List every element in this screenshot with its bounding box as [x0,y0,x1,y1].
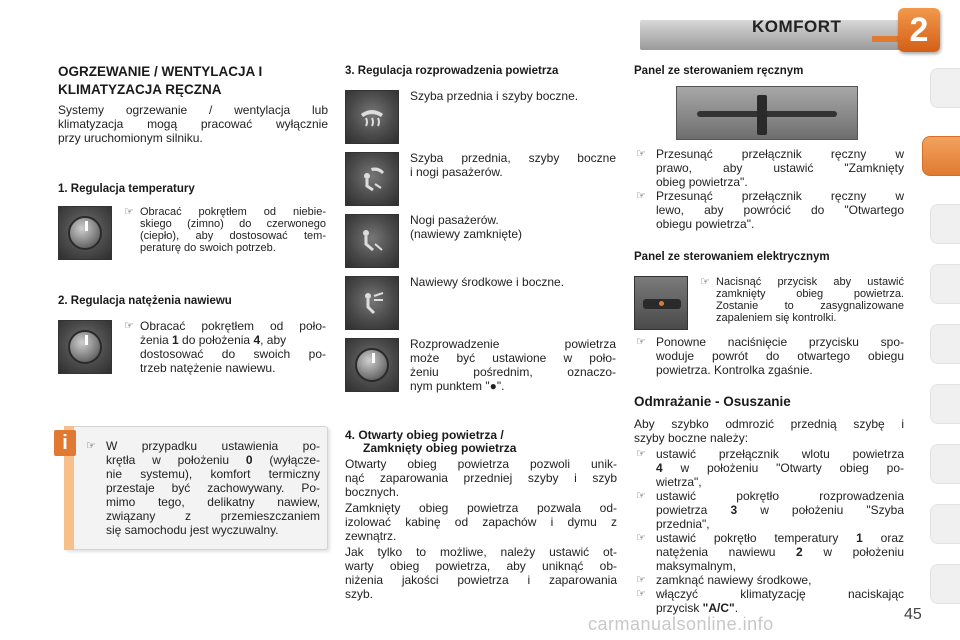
elec-b2-line2: woduje powrót do otwartego obiegu [656,349,904,363]
elec-b1-line3: Zostanie to zasygnalizowane [716,300,904,312]
chapter-tab-7[interactable] [930,444,960,484]
info-line1: W przypadku ustawienia po- [106,439,320,453]
step1-line2: 4 w położeniu "Otwarty obieg po- [656,461,904,475]
distribution-knob-icon [345,338,399,392]
hand-bullet-icon: ☞ [700,276,710,288]
windscreen-feet-icon [345,152,399,206]
elec-b1-line4: zapaleniem się kontrolki. [716,312,837,324]
intro-line2: klimatyzacja mogą pracować wyłącznie [58,117,328,131]
info-line4: przestaje być zachowywany. Po- [106,481,320,495]
manual-b2-line3: obiegu powietrza". [656,217,755,231]
info-line7: się samochodu jest wyczuwalny. [106,523,279,537]
hand-bullet-icon: ☞ [636,336,646,348]
recirculation-slider-icon [676,86,858,140]
mix-line4: nym punktem "●". [410,379,505,393]
dist-2-line1: Szyba przednia, szyby boczne [410,151,616,165]
sec1-title: 1. Regulacja temperatury [58,183,195,195]
sec4-p1-line2: nąć zaparowania przedniej szyby i szyb [345,471,617,485]
dist-3-line1: Nogi pasażerów. [410,213,499,227]
sec3-title: 3. Regulacja rozprowadzenia powietrza [345,65,559,77]
main-heading-line1: OGRZEWANIE / WENTYLACJA I [58,64,263,79]
main-heading-line2: KLIMATYZACJA RĘCZNA [58,82,222,97]
sec4-p2-line3: zewnątrz. [345,529,397,543]
hand-bullet-icon: ☞ [636,574,646,586]
defrost-intro-line1: Aby szybko odmrozić przednią szybę i [634,417,904,431]
recirculation-button-icon [634,276,688,330]
section-title: KOMFORT [752,17,842,36]
step2-line2: powietrza 3 w położeniu "Szyba [656,503,904,517]
chapter-tab-5[interactable] [930,324,960,364]
step2-line1: ustawić pokrętło rozprowadzenia [656,489,904,503]
sec4-p3-line4: szyb. [345,587,374,601]
defrost-intro-line2: szyby boczne należy: [634,431,749,445]
dist-3-line2: (nawiewy zamknięte) [410,227,523,241]
manual-b1-line3: obieg powietrza". [656,175,748,189]
page-number: 45 [904,606,922,623]
chapter-tab-4[interactable] [930,264,960,304]
blower-knob-icon [58,320,112,374]
mix-line1: Rozprowadzenie powietrza [410,337,616,351]
chapter-tab-1[interactable] [930,68,960,108]
info-line3: nie systemu), komfort termiczny [106,467,320,481]
sec2-line1: Obracać pokrętłem od poło- [140,319,326,333]
step1-line1: ustawić przełącznik wlotu powietrza [656,447,904,461]
intro-line3: przy uruchomionym silniku. [58,131,203,145]
step3-line1: ustawić pokrętło temperatury 1 oraz [656,531,904,545]
chapter-tab-8[interactable] [930,504,960,544]
sec4-title-line1: 4. Otwarty obieg powietrza / [345,428,504,442]
manual-b1-line2: prawo, aby ustawić "Zamknięty [656,161,904,175]
elec-b2-line1: Ponowne naciśnięcie przycisku spo- [656,335,904,349]
hand-bullet-icon: ☞ [636,190,646,202]
sec4-p2-line1: Zamknięty obieg powietrza pozwala od- [345,501,617,515]
info-icon: i [54,430,76,456]
sec1-line1: Obracać pokrętłem od niebie- [140,206,326,218]
step4-line1: zamknąć nawiewy środkowe, [656,573,812,587]
sec2-title: 2. Regulacja natężenia nawiewu [58,295,232,307]
sec1-line4: peraturę do swoich potrzeb. [140,242,276,254]
watermark: carmanualsonline.info [588,614,774,634]
hand-bullet-icon: ☞ [636,448,646,460]
chapter-tab-6[interactable] [930,384,960,424]
electric-panel-title: Panel ze sterowaniem elektrycznym [634,251,830,263]
sec4-p2-line2: izolować kabinę od zapachów i dymu z [345,515,617,529]
chapter-number: 2 [909,11,929,49]
manual-b2-line1: Przesunąć przełącznik ręczny w [656,189,904,203]
step2-line3: przednia", [656,517,710,531]
face-vents-icon [345,276,399,330]
sec4-p1-line1: Otwarty obieg powietrza pozwoli unik- [345,457,617,471]
mix-line3: żeniu pośrednim, oznaczo- [410,365,616,379]
sec1-line3: (ciepło), aby dostosować tem- [140,230,326,242]
defrost-title: Odmrażanie - Osuszanie [634,394,791,409]
dist-1-line1: Szyba przednia i szyby boczne. [410,89,579,103]
sec4-p1-line3: bocznych. [345,485,400,499]
hand-bullet-icon: ☞ [636,490,646,502]
sec4-p3-line3: niżenia jakości powietrza i zaparowania [345,573,617,587]
sec4-p3-line2: warty obieg powietrza, aby uniknąć ob- [345,559,617,573]
chapter-tab-3[interactable] [930,204,960,244]
step5-line2: przycisk "A/C". [656,601,739,615]
hand-bullet-icon: ☞ [86,440,96,452]
hand-bullet-icon: ☞ [124,206,134,218]
windscreen-demist-icon [345,90,399,144]
step3-line2: natężenia nawiewu 2 w położeniu [656,545,904,559]
sec2-line3: dostosować do swoich po- [140,347,326,361]
sec4-title-line2: Zamknięty obieg powietrza [363,441,517,455]
chapter-tabs [926,68,960,618]
chapter-tab-2-active[interactable] [922,136,960,176]
sec4-p3-line1: Jak tylko to możliwe, należy ustawić ot- [345,545,617,559]
elec-b1-line1: Nacisnąć przycisk aby ustawić [716,276,904,288]
hand-bullet-icon: ☞ [636,588,646,600]
dist-4-line1: Nawiewy środkowe i boczne. [410,275,565,289]
intro-line1: Systemy ogrzewanie / wentylacja lub [58,103,328,117]
elec-b1-line2: zamknięty obieg powietrza. [716,288,904,300]
info-line6: związany z przemieszczaniem [106,509,320,523]
info-line5: mimo tego, delikatny nawiew, [106,495,320,509]
step1-line3: wietrza", [656,475,702,489]
hand-bullet-icon: ☞ [636,148,646,160]
temperature-knob-icon [58,206,112,260]
elec-b2-line3: powietrza. Kontrolka zgaśnie. [656,363,813,377]
sec1-line2: skiego (zimno) do czerwonego [140,218,326,230]
chapter-tab-9[interactable] [930,564,960,604]
step3-line3: maksymalnym, [656,559,737,573]
manual-b1-line1: Przesunąć przełącznik ręczny w [656,147,904,161]
dist-2-line2: i nogi pasażerów. [410,165,503,179]
mix-line2: może być ustawione w poło- [410,351,616,365]
manual-b2-line2: lewo, aby powrócić do "Otwartego [656,203,904,217]
sec2-line4: trzeb natężenie nawiewu. [140,361,276,375]
hand-bullet-icon: ☞ [636,532,646,544]
step5-line1: włączyć klimatyzację naciskając [656,587,904,601]
info-line2: krętła w położeniu 0 (wyłącze- [106,453,320,467]
manual-panel-title: Panel ze sterowaniem ręcznym [634,65,804,77]
hand-bullet-icon: ☞ [124,320,134,332]
feet-icon [345,214,399,268]
sec2-line2: żenia 1 do położenia 4, aby [140,333,287,347]
